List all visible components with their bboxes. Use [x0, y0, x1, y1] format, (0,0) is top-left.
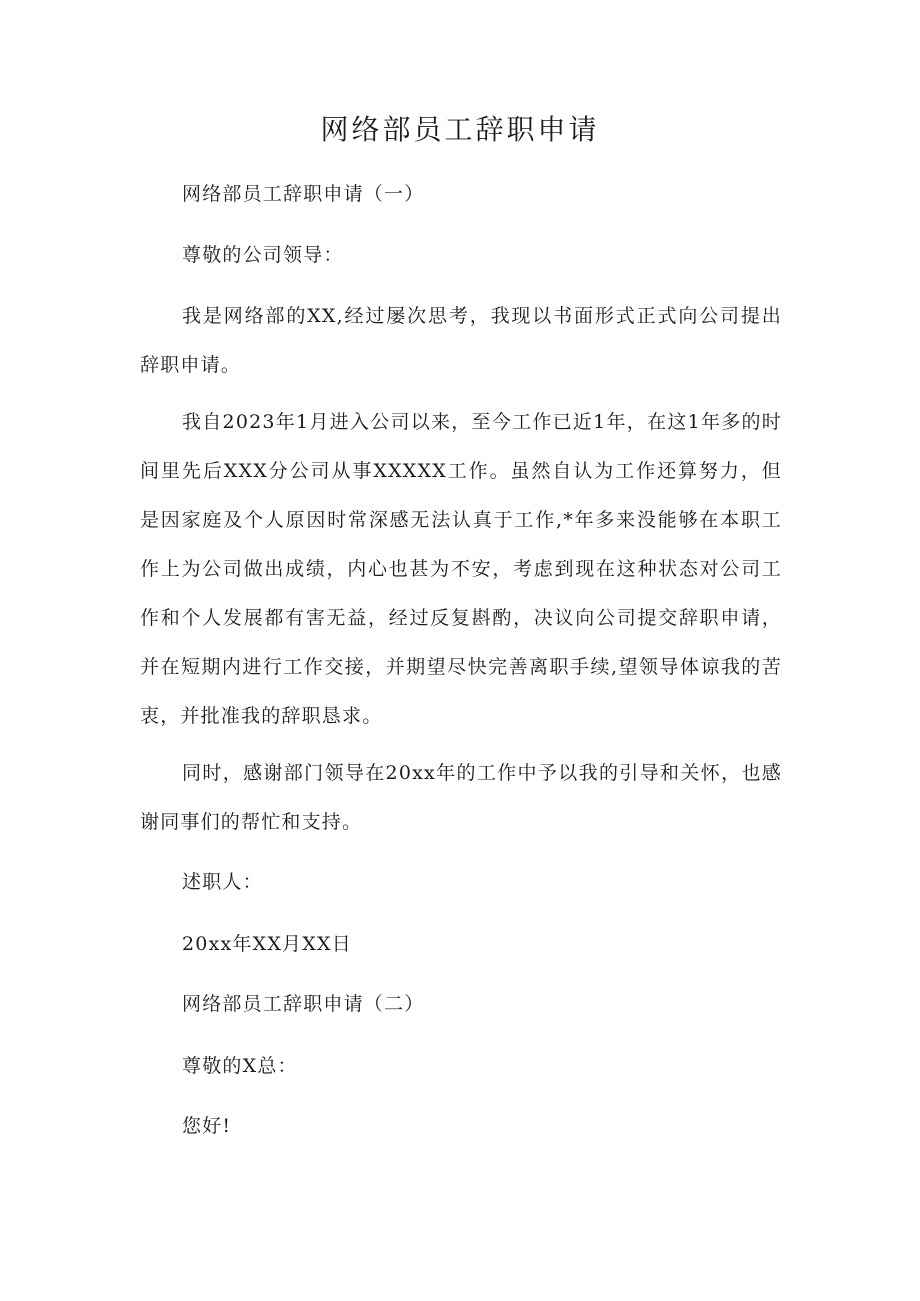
section-heading-1: 网络部员工辞职申请（一）: [182, 183, 425, 205]
section-heading-2: 网络部员工辞职申请（二）: [182, 993, 425, 1015]
greeting: 您好!: [182, 1115, 232, 1137]
body-paragraph-1: 我是网络部的XX,经过屡次思考，我现以书面形式正式向公司提出辞职申请。: [140, 305, 782, 376]
body-paragraph-2: 我自2023年1月进入公司以来，至今工作已近1年，在这1年多的时间里先后XXX分公司从事XXXXX工作。虽然自认为工作还算努力，但是因家庭及个人原因时常深感无法认真于工作,*年多来没能够在本职工作上为公司做出成绩，内心也甚为不安，考虑到现在这种状态对公司工作和个人发展都有害无益，经过反复斟酌，决议向公司提交辞职申请，并在短期内进行工作交接，并期望尽快完善离职手续,望领导体谅我的苦衷，并批准我的辞职恳求。: [140, 411, 782, 727]
salutation-1: 尊敬的公司领导：: [182, 244, 344, 266]
signature-label: 述职人：: [182, 871, 263, 893]
body-paragraph-3: 同时，感谢部门领导在20xx年的工作中予以我的引导和关怀，也感谢同事们的帮忙和支持。: [140, 762, 782, 833]
salutation-2: 尊敬的X总：: [182, 1055, 298, 1077]
signature-date: 20xx年XX月XX日: [182, 933, 352, 955]
document-title: 网络部员工辞职申请: [320, 113, 600, 146]
